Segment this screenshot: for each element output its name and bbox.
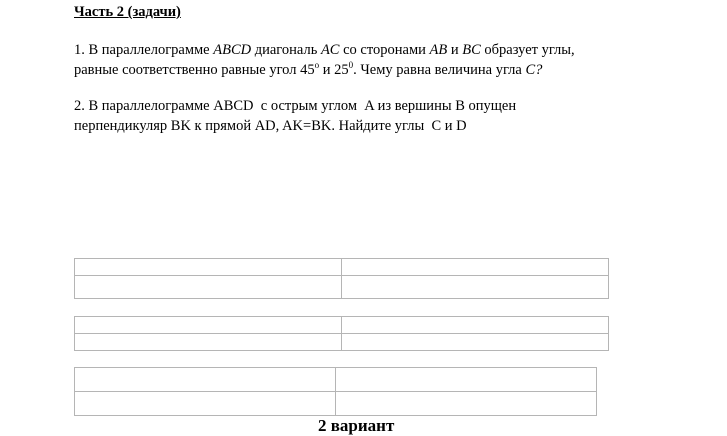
variant-heading: 2 вариант	[318, 416, 395, 435]
task-2	[74, 96, 644, 136]
degree-mark: o	[314, 60, 320, 70]
degree-mark: 0	[348, 60, 354, 70]
task-2-line-2: перпендикуляр BK к прямой AD, AK=BK. Найдите углы C и D	[74, 118, 467, 134]
task-2-line-1: 2. В параллелограмме ABCD с острым углом A из вершины B опущен	[74, 98, 517, 114]
side-bc: BC	[462, 42, 481, 58]
table-cell	[342, 259, 609, 276]
task-1-text: равные соответственно равные угол 45	[74, 62, 315, 78]
table-cell	[75, 317, 342, 334]
task-1-text: диагональ	[254, 42, 318, 58]
answer-table-2	[74, 316, 609, 351]
table-row	[75, 259, 609, 276]
table-cell	[75, 334, 342, 351]
table-cell	[342, 276, 609, 299]
table-cell	[75, 368, 336, 392]
task-1-text: и 25	[322, 62, 349, 78]
task-1-number: 1.	[74, 42, 85, 58]
table-row	[75, 276, 609, 299]
task-1-line-1	[74, 40, 644, 60]
task-1-text: со сторонами	[343, 42, 426, 58]
table-row	[75, 317, 609, 334]
task-1-line-2	[74, 60, 644, 80]
table-cell	[75, 276, 342, 299]
table-cell	[342, 334, 609, 351]
table-row	[75, 334, 609, 351]
table-cell	[342, 317, 609, 334]
angle-c: C?	[525, 62, 543, 78]
task-1	[74, 40, 644, 80]
table-cell	[75, 392, 336, 416]
table-row	[75, 392, 597, 416]
task-1-text: образует углы,	[484, 42, 575, 58]
table-cell	[336, 368, 597, 392]
task-1-text: . Чему равна величина угла	[353, 62, 522, 78]
table-row	[75, 368, 597, 392]
answer-table-3	[74, 367, 597, 416]
table-cell	[336, 392, 597, 416]
answer-table-1	[74, 258, 609, 299]
diagonal-ac: AC	[320, 42, 340, 58]
table-cell	[75, 259, 342, 276]
section-heading: Часть 2 (задачи)	[74, 4, 181, 20]
figure-abcd: ABCD	[213, 42, 252, 58]
side-ab: AB	[429, 42, 448, 58]
task-1-text: В параллелограмме	[88, 42, 210, 58]
task-1-text: и	[450, 42, 459, 58]
